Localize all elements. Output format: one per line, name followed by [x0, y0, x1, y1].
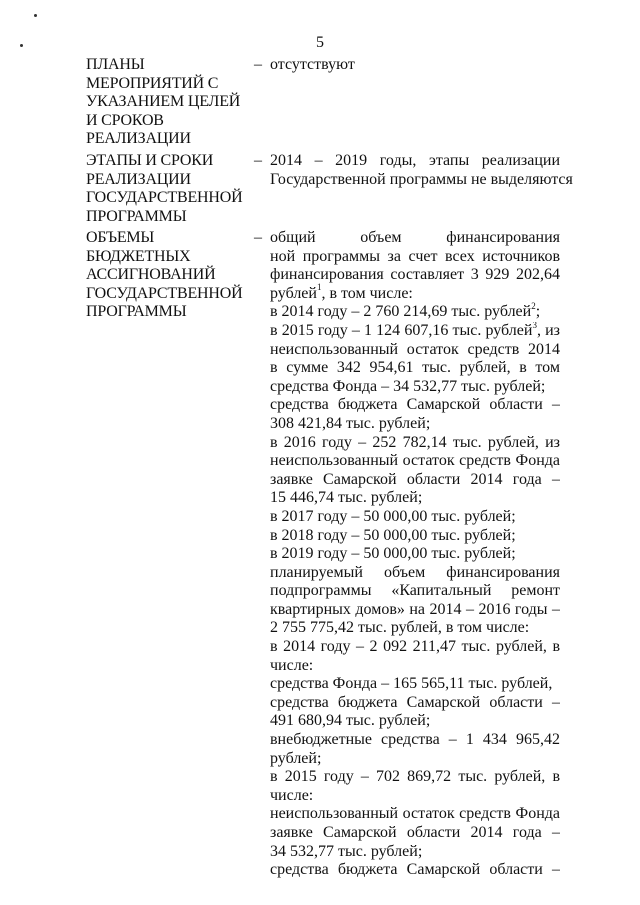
label-line: ОБЪЕМЫ: [86, 229, 155, 246]
value-line: числе:: [270, 786, 314, 804]
value-line: 308 421,84 тыс. рублей;: [270, 414, 431, 432]
value-line: финансирования составляет 3 929 202,64: [270, 266, 560, 284]
label-line: МЕРОПРИЯТИЙ С: [86, 74, 219, 92]
value-line: 2 755 775,42 тыс. рублей, в том числе:: [270, 619, 530, 637]
row-label: [86, 56, 246, 149]
value-line: в 2015 году – 1 124 607,16 тыс. рублей$^3$, из: [270, 322, 560, 341]
row-label: [86, 152, 246, 226]
value-line: неиспользованный остаток средств Фонда: [270, 452, 560, 470]
row-value: [270, 152, 573, 189]
value-line: в 2016 году – 252 782,14 тыс. рублей, из: [270, 433, 560, 451]
value-line: средства Фонда – 34 532,77 тыс. рублей;: [270, 377, 546, 395]
label-line: И СРОКОВ: [86, 111, 164, 129]
value-line: неиспользованный остаток средств Фонда: [270, 805, 560, 823]
dash: –: [254, 56, 262, 73]
label-line: УКАЗАНИЕМ ЦЕЛЕЙ: [86, 93, 241, 111]
value-line: Государственной программы не выделяются: [270, 170, 573, 188]
page-number: 5: [316, 34, 324, 51]
value-line: 491 680,94 тыс. рублей;: [270, 712, 431, 730]
value-line: общий объем финансирования: [270, 229, 560, 246]
label-line: ПРОГРАММЫ: [86, 303, 187, 321]
value-line: средства бюджета Самарской области –: [270, 693, 560, 711]
label-line: ГОСУДАРСТВЕННОЙ: [86, 189, 243, 207]
label-line: РЕАЛИЗАЦИИ: [86, 170, 191, 188]
value-line: отсутствуют: [270, 56, 355, 73]
label-line: БЮДЖЕТНЫХ: [86, 247, 191, 265]
value-line: неиспользованный остаток средств 2014: [270, 340, 560, 358]
value-line: рублей$^1$, в том числе:: [270, 282, 413, 302]
value-line: ной программы за счет всех источников: [270, 247, 560, 265]
value-line: 2014 – 2019 годы, этапы реализации: [270, 152, 560, 169]
scan-speck: [34, 14, 37, 17]
value-line: числе:: [270, 656, 314, 674]
value-line: подпрограммы «Капитальный ремонт: [270, 582, 560, 600]
value-line: внебюджетные средства – 1 434 965,42: [270, 731, 560, 749]
value-line: в 2015 году – 702 869,72 тыс. рублей, в: [270, 768, 560, 786]
label-line: ГОСУДАРСТВЕННОЙ: [86, 284, 243, 302]
value-line: в сумме 342 954,61 тыс. рублей, в том: [270, 359, 560, 377]
value-line: 15 446,74 тыс. рублей;: [270, 489, 423, 507]
value-line: заявке Самарской области 2014 года –: [270, 470, 560, 488]
value-line: средства бюджета Самарской области –: [270, 861, 560, 879]
value-line: заявке Самарской области 2014 года –: [270, 824, 560, 841]
value-line: квартирных домов» на 2014 – 2016 годы –: [270, 600, 560, 618]
row-value: [270, 229, 560, 880]
value-line: в 2014 году – 2 092 211,47 тыс. рублей, в: [270, 638, 560, 656]
row-value: [270, 56, 560, 75]
label-line: ЭТАПЫ И СРОКИ: [86, 152, 214, 169]
value-line: средства Фонда – 165 565,11 тыс. рублей,: [270, 675, 553, 693]
footnote-marker: 3: [532, 321, 537, 330]
dash: –: [254, 229, 262, 246]
value-line: в 2018 году – 50 000,00 тыс. рублей;: [270, 526, 516, 544]
value-line: в 2017 году – 50 000,00 тыс. рублей;: [270, 507, 516, 525]
label-line: РЕАЛИЗАЦИИ: [86, 130, 191, 148]
footnote-marker: 2: [531, 301, 536, 312]
value-line: рублей;: [270, 749, 322, 767]
label-line: ПЛАНЫ: [86, 56, 145, 73]
label-line: ПРОГРАММЫ: [86, 207, 187, 225]
value-line: в 2014 году – 2 760 214,69 тыс. рублей$^2$;: [270, 301, 541, 321]
value-line: 34 532,77 тыс. рублей;: [270, 842, 423, 860]
value-line: средства бюджета Самарской области –: [270, 396, 560, 414]
footnote-marker: 1: [316, 282, 322, 293]
dash: –: [254, 152, 262, 169]
value-line: планируемый объем финансирования: [270, 563, 560, 581]
label-line: АССИГНОВАНИЙ: [86, 266, 216, 284]
value-line: в 2019 году – 50 000,00 тыс. рублей;: [270, 545, 516, 563]
row-label: [86, 229, 246, 322]
